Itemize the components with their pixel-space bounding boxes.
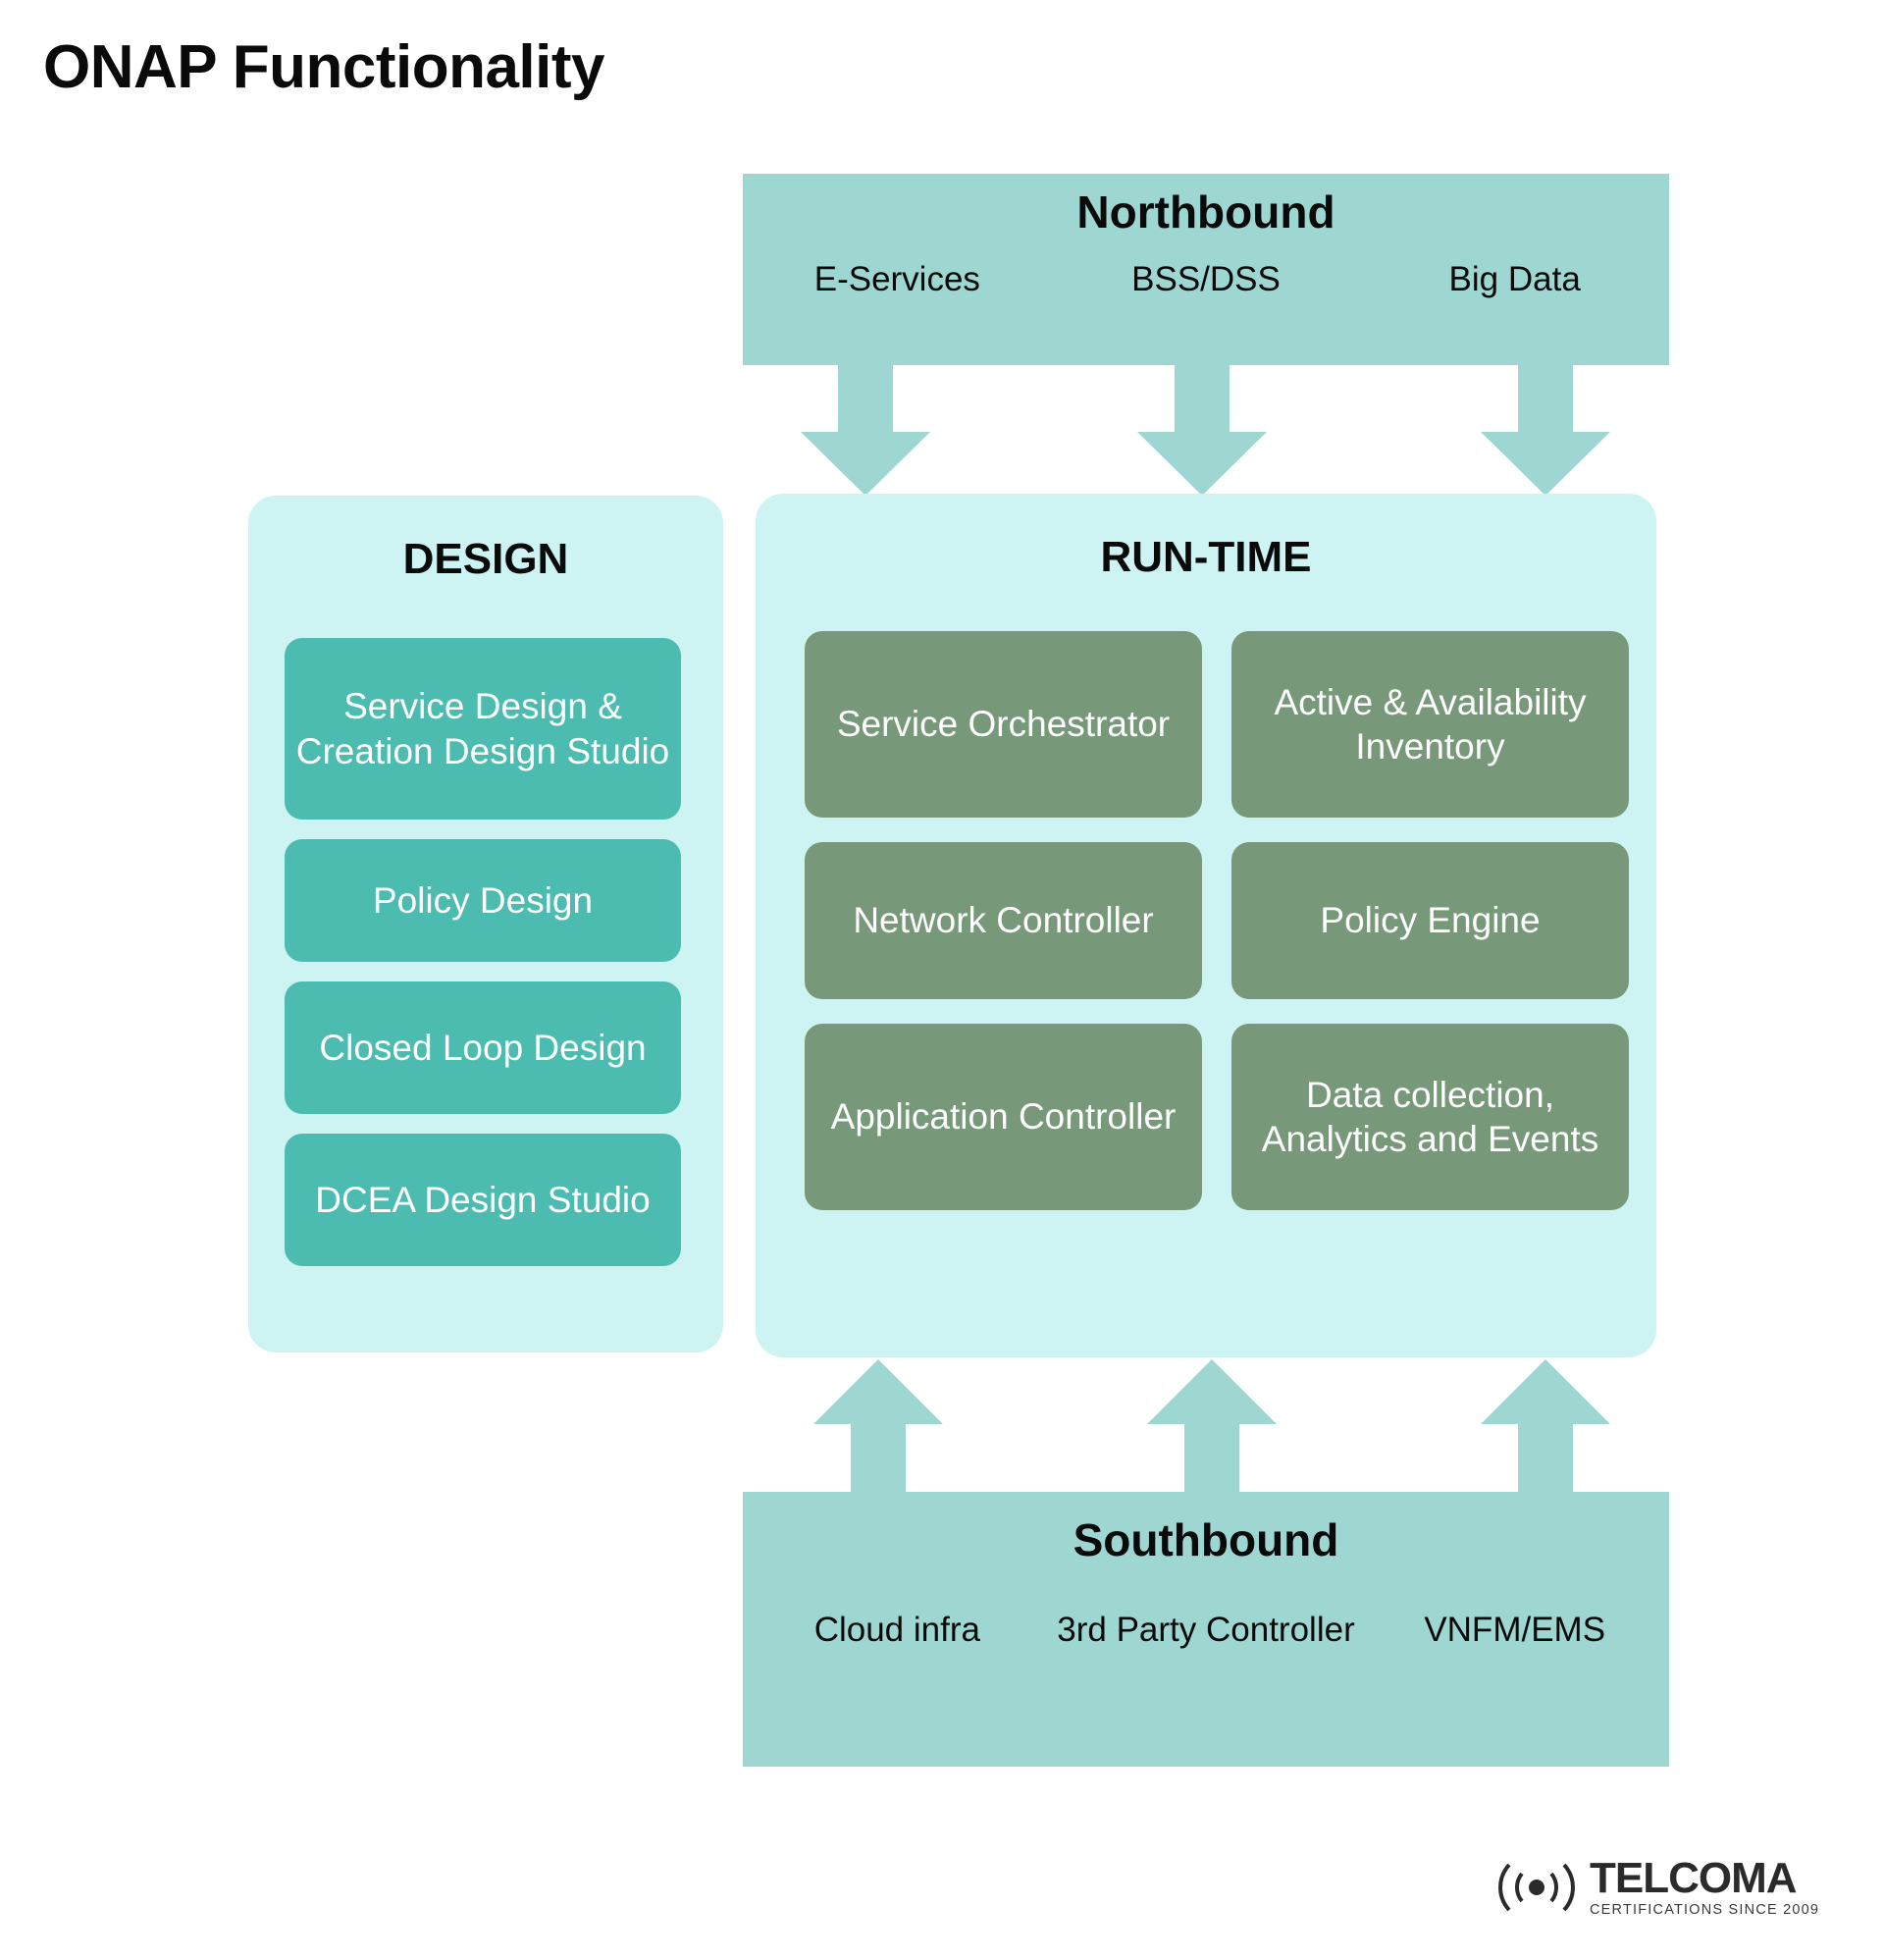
arrow-up-cloud-infra-icon <box>810 1357 947 1495</box>
southbound-item-vnfm-ems: VNFM/EMS <box>1424 1611 1606 1649</box>
arrow-up-vnfm-ems-icon <box>1477 1357 1614 1495</box>
northbound-title: Northbound <box>1076 186 1335 238</box>
arrow-down-e-services-icon <box>797 365 934 498</box>
northbound-band <box>743 174 1669 365</box>
design-panel-title: DESIGN <box>402 535 569 583</box>
signal-waves-icon <box>1492 1857 1582 1918</box>
telcoma-logo <box>1492 1845 1855 1929</box>
southbound-band <box>743 1492 1669 1767</box>
design-panel <box>248 496 723 1352</box>
runtime-box-active-availability-inventory[interactable]: Active & Availability Inventory <box>1231 631 1629 818</box>
southbound-items <box>743 1610 1669 1651</box>
arrow-down-bss-dss-icon <box>1133 365 1271 498</box>
runtime-box-service-orchestrator[interactable]: Service Orchestrator <box>805 631 1202 818</box>
runtime-box-data-collection-analytics-events[interactable]: Data collection, Analytics and Events <box>1231 1024 1629 1210</box>
design-box-service-design-creation[interactable]: Service Design & Creation Design Studio <box>285 638 681 820</box>
page-title: ONAP Functionality <box>43 33 605 101</box>
northbound-item-big-data: Big Data <box>1448 260 1581 298</box>
design-box-dcea-design-studio[interactable]: DCEA Design Studio <box>285 1134 681 1266</box>
runtime-box-application-controller[interactable]: Application Controller <box>805 1024 1202 1210</box>
southbound-item-3rd-party-controller: 3rd Party Controller <box>1057 1611 1355 1649</box>
runtime-panel-title: RUN-TIME <box>1100 533 1312 581</box>
runtime-panel <box>756 494 1656 1357</box>
southbound-title: Southbound <box>1073 1514 1339 1565</box>
northbound-items <box>743 260 1669 299</box>
arrow-down-big-data-icon <box>1477 365 1614 498</box>
runtime-box-policy-engine[interactable]: Policy Engine <box>1231 842 1629 999</box>
design-box-policy-design[interactable]: Policy Design <box>285 839 681 962</box>
northbound-item-bss-dss: BSS/DSS <box>1131 260 1281 298</box>
logo-tagline: CERTIFICATIONS SINCE 2009 <box>1590 1901 1820 1918</box>
northbound-item-e-services: E-Services <box>813 260 980 298</box>
runtime-box-network-controller[interactable]: Network Controller <box>805 842 1202 999</box>
design-box-closed-loop-design[interactable]: Closed Loop Design <box>285 981 681 1114</box>
logo-name: TELCOMA <box>1590 1853 1797 1902</box>
arrow-up-3rd-party-controller-icon <box>1143 1357 1281 1495</box>
southbound-item-cloud-infra: Cloud infra <box>813 1611 980 1649</box>
